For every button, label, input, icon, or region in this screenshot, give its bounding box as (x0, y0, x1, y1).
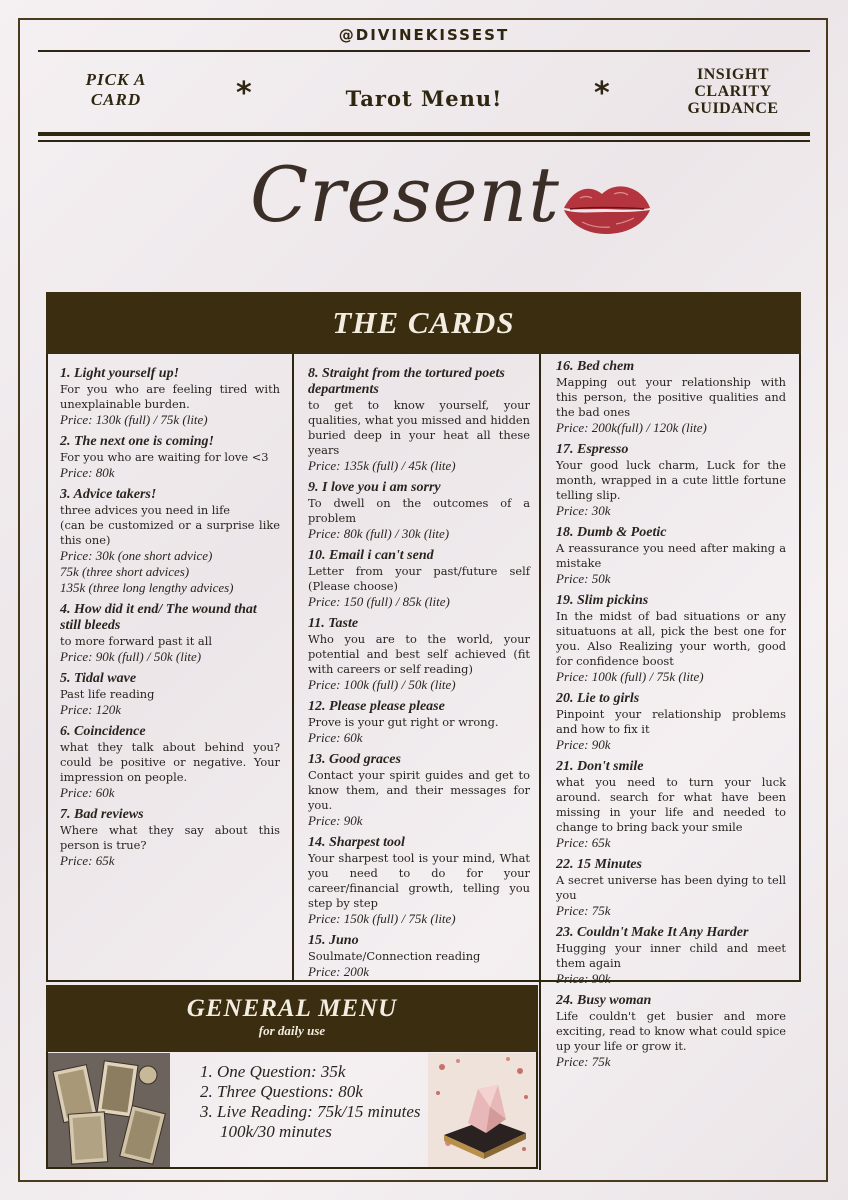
card-price: Price: 90k (556, 971, 611, 986)
tagline (668, 66, 798, 117)
card-desc: Contact your spirit guides and get to know them, and their messages for you. (308, 768, 530, 812)
card-item (308, 548, 530, 610)
crystal-on-deck-photo (428, 1053, 536, 1167)
header-rule-bottom-thin (38, 140, 810, 142)
card-desc: Mapping out your relationship with this person, the positive qualities and the bad ones (556, 375, 786, 419)
card-item (556, 359, 786, 436)
card-title: 19. Slim pickins (556, 593, 649, 608)
card-item (308, 752, 530, 829)
card-item (308, 933, 530, 980)
card-title: 20. Lie to girls (556, 691, 640, 706)
card-item (556, 993, 786, 1070)
card-price: Price: 90k (556, 737, 611, 752)
card-desc: For you who are waiting for love <3 (60, 450, 269, 464)
card-title: 9. I love you i am sorry (308, 480, 441, 495)
card-title: 12. Please please please (308, 699, 445, 714)
card-price: Price: 60k (308, 730, 363, 745)
header-rule-top (38, 50, 810, 52)
card-item (556, 442, 786, 519)
card-item (308, 616, 530, 693)
cards-column-2 (308, 366, 530, 986)
card-desc: In the midst of bad situations or any situatuons at all, pick the best one for you. Also Realizing your worth, good for confidence boost (556, 609, 786, 668)
card-desc: Hugging your inner child and meet them again (556, 941, 786, 970)
card-item (556, 593, 786, 685)
social-handle: @DIVINEKISSEST (338, 26, 510, 44)
card-desc: To dwell on the outcomes of a problem (308, 496, 530, 525)
tagline-insight: INSIGHT (697, 66, 769, 83)
general-item: 2. Three Questions: 80k (200, 1082, 363, 1101)
card-title: 10. Email i can't send (308, 548, 434, 563)
card-price: Price: 135k (full) / 45k (lite) (308, 458, 456, 473)
card-title: 15. Juno (308, 933, 359, 948)
card-title: 21. Don't smile (556, 759, 644, 774)
card-desc: For you who are feeling tired with unexplainable burden. (60, 382, 280, 411)
card-price: Price: 90k (full) / 50k (lite) (60, 649, 202, 664)
card-desc: what you need to turn your luck around. search for what have been missing in your life and needed to change to bring back your smile (556, 775, 786, 834)
card-title: 1. Light yourself up! (60, 366, 180, 381)
cards-column-1 (60, 366, 280, 875)
card-desc: to get to know yourself, your qualities, what you missed and hidden buried deep in your heat all these years (308, 398, 530, 457)
card-price: Price: 30k (one short advice) 75k (three short advices) 135k (three long lengthy advices) (60, 548, 234, 595)
card-item (308, 699, 530, 746)
card-price: Price: 50k (556, 571, 611, 586)
pick-line-1: PICK A (85, 70, 147, 89)
column-divider-2 (539, 354, 541, 1170)
card-item (60, 487, 280, 596)
card-title: 13. Good graces (308, 752, 401, 767)
card-item (556, 691, 786, 753)
brand-logo: Cresent (250, 150, 560, 239)
card-desc: Where what they say about this person is true? (60, 823, 280, 852)
general-menu-subtitle: for daily use (258, 1023, 326, 1038)
card-desc: what they talk about behind you? could be positive or negative. Your impression on people. (60, 740, 280, 784)
cards-header (46, 292, 801, 354)
card-price: Price: 80k (full) / 30k (lite) (308, 526, 450, 541)
card-title: 18. Dumb & Poetic (556, 525, 667, 540)
card-title: 16. Bed chem (556, 359, 635, 374)
card-title: 2. The next one is coming! (60, 434, 215, 449)
card-price: Price: 65k (60, 853, 115, 868)
card-item (60, 602, 280, 665)
page-title: Tarot Menu! (345, 86, 503, 111)
card-desc: A reassurance you need after making a mistake (556, 541, 786, 570)
card-item (556, 525, 786, 587)
card-price: Price: 90k (308, 813, 363, 828)
card-desc: Your sharpest tool is your mind, What you need to do for your career/financial growth, telling you step by step (308, 851, 530, 910)
card-title: 24. Busy woman (556, 993, 652, 1008)
pick-line-2: CARD (90, 90, 142, 109)
general-item: 100k/30 minutes (220, 1122, 332, 1141)
card-price: Price: 100k (full) / 75k (lite) (556, 669, 704, 684)
card-price: Price: 65k (556, 835, 611, 850)
card-title: 6. Coincidence (60, 724, 146, 739)
card-item (308, 835, 530, 927)
general-menu-list (200, 1062, 430, 1142)
card-desc: Soulmate/Connection reading (308, 949, 481, 963)
general-menu-title: GENERAL MENU (186, 995, 398, 1022)
card-title: 11. Taste (308, 616, 359, 631)
card-desc: Your good luck charm, Luck for the month, wrapped in a cute little fortune telling slip. (556, 458, 786, 502)
card-desc: Letter from your past/future self (Please choose) (308, 564, 530, 593)
asterisk-left-icon: * (236, 76, 252, 111)
card-item (308, 480, 530, 542)
cards-column-3 (556, 359, 786, 1076)
tagline-guidance: GUIDANCE (687, 100, 779, 117)
asterisk-right-icon: * (594, 76, 610, 111)
card-title: 4. How did it end/ The wound that still bleeds (60, 602, 257, 633)
tarot-cards-photo (48, 1053, 170, 1167)
card-title: 23. Couldn't Make It Any Harder (556, 925, 749, 940)
card-desc: Prove is your gut right or wrong. (308, 715, 499, 729)
column-divider-1 (292, 354, 294, 982)
card-price: Price: 130k (full) / 75k (lite) (60, 412, 208, 427)
card-title: 14. Sharpest tool (308, 835, 405, 850)
card-item (308, 366, 530, 474)
card-price: Price: 80k (60, 465, 115, 480)
general-item: 3. Live Reading: 75k/15 minutes (200, 1102, 421, 1121)
card-price: Price: 120k (60, 702, 122, 717)
card-price: Price: 75k (556, 903, 611, 918)
card-title: 17. Espresso (556, 442, 629, 457)
header-rule-bottom-thick (38, 132, 810, 136)
lips-kiss-icon (560, 178, 652, 240)
card-item (556, 925, 786, 987)
tagline-clarity: CLARITY (694, 83, 772, 100)
card-item (556, 759, 786, 851)
card-item (60, 434, 280, 481)
card-item (556, 857, 786, 919)
card-item (60, 671, 280, 718)
card-price: Price: 150k (full) / 75k (lite) (308, 911, 456, 926)
card-desc: three advices you need in life (can be customized or a surprise like this one) (60, 503, 280, 547)
cards-title: THE CARDS (332, 305, 515, 340)
card-desc: Past life reading (60, 687, 155, 701)
card-price: Price: 100k (full) / 50k (lite) (308, 677, 456, 692)
card-price: Price: 75k (556, 1054, 611, 1069)
card-desc: Who you are to the world, your potential and best self achieved (fit with careers or self reading) (308, 632, 530, 676)
card-title: 5. Tidal wave (60, 671, 137, 686)
card-price: Price: 150 (full) / 85k (lite) (308, 594, 450, 609)
general-item: 1. One Question: 35k (200, 1062, 346, 1081)
card-desc: Pinpoint your relationship problems and how to fix it (556, 707, 786, 736)
card-desc: Life couldn't get busier and more exciting, read to know what could spice up your life or grow it. (556, 1009, 786, 1053)
card-price: Price: 200k (308, 964, 370, 979)
card-price: Price: 30k (556, 503, 611, 518)
card-title: 8. Straight from the tortured poets departments (308, 366, 505, 397)
pick-a-card-label (70, 70, 162, 110)
card-desc: A secret universe has been dying to tell you (556, 873, 786, 902)
card-title: 22. 15 Minutes (556, 857, 642, 872)
card-desc: to more forward past it all (60, 634, 212, 648)
card-item (60, 724, 280, 801)
card-title: 3. Advice takers! (60, 487, 157, 502)
card-price: Price: 200k(full) / 120k (lite) (556, 420, 707, 435)
card-price: Price: 60k (60, 785, 115, 800)
general-menu-header (46, 985, 538, 1052)
card-item (60, 807, 280, 869)
card-item (60, 366, 280, 428)
card-title: 7. Bad reviews (60, 807, 144, 822)
